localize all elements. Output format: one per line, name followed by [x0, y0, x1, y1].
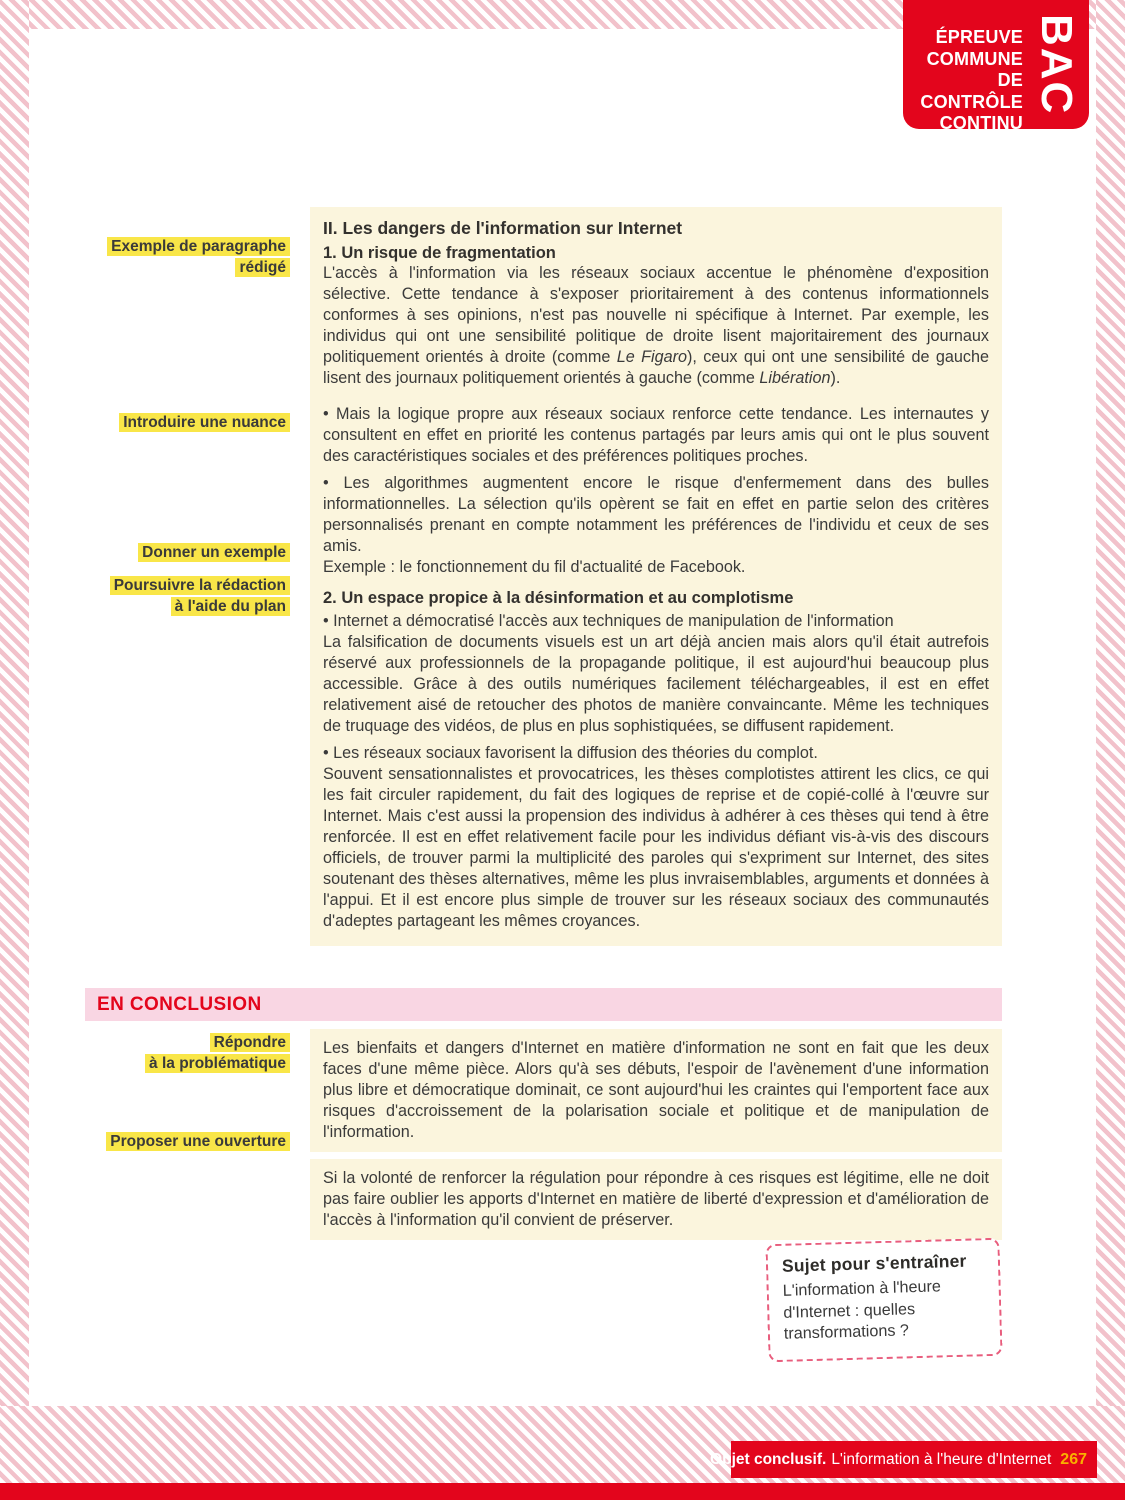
conclusion-opening-block: [310, 1159, 1002, 1240]
badge-line: COMMUNE: [926, 48, 1023, 69]
margin-note-answer-problem: [55, 1032, 290, 1074]
conclusion-paragraph-2: Si la volonté de renforcer la régulation pour répondre à ces risques est légitime, elle ne doit pas faire oublier les apports d'Internet en matière de liberté d'expression et d'amélioration de l'accès à l'information qu'il convient de préserver.: [323, 1169, 989, 1229]
margin-note-line: Proposer une ouverture: [106, 1132, 290, 1151]
margin-note-nuance: [55, 412, 290, 433]
bac-vertical-label: BAC: [1032, 13, 1081, 116]
margin-note-line: à la problématique: [145, 1054, 290, 1073]
margin-note-example: [55, 542, 290, 563]
bullet-social-networks: • Mais la logique propre aux réseaux sociaux renforce cette tendance. Les internautes y consultent en effet en priorité les contenus partagés par leurs amis qui ont le plus souvent des caractéristiques sociales et des préférences politiques proches.: [323, 405, 989, 465]
margin-note-example-paragraph: [55, 236, 290, 278]
bullet-algorithms: • Les algorithmes augmentent encore le risque d'enfermement dans des bulles informationnelles. La sélection qu'ils opèrent se fait en effet en partie selon des critères personnalisés prenant en compte notamment les préférences de l'individu et ceux de ses amis.: [323, 474, 989, 555]
margin-note-continue-plan: [55, 575, 290, 617]
bac-exam-badge: [903, 0, 1089, 133]
conclusion-answer-block: [310, 1029, 1002, 1152]
exam-type-text: [903, 27, 1023, 135]
margin-note-line: Exemple de paragraphe: [107, 237, 290, 256]
practice-box-title: Sujet pour s'entraîner: [781, 1250, 967, 1276]
bottom-red-strip: [0, 1483, 1125, 1500]
badge-line: ÉPREUVE: [935, 27, 1023, 47]
paragraph-conspiracy: Souvent sensationnalistes et provocatrices, les thèses complotistes attirent les clics, ce qui les fait circuler rapidement, du fait des logiques de reprise et de copié-collé à l'œuvre sur Internet. Mais c'est aussi la propension des individus à adhérer à ces thèses qui tend à être renforcée. Il est en effet relativement facile pour les individus défiant vis-à-vis des discours officiels, de trouver parmi la multiplicité des paroles qui s'expriment sur Internet, des sites soutenant des thèses alternatives, même les plus invraisemblables, arguments et données à l'appui. Et il est encore plus simple de trouver sur les réseaux sociaux des communautés d'adeptes partageant les mêmes croyances.: [323, 765, 989, 930]
margin-note-line: Poursuivre la rédaction: [110, 576, 290, 595]
example-facebook: Exemple : le fonctionnement du fil d'actualité de Facebook.: [323, 558, 746, 576]
hatched-border-left: [0, 0, 29, 1500]
margin-note-line: Répondre: [210, 1033, 290, 1052]
practice-subject-box: [765, 1238, 1002, 1362]
subsection-2-heading: 2. Un espace propice à la désinformation et au complotisme: [323, 589, 794, 607]
worked-example-block: [310, 207, 1002, 946]
paragraph-exposition-selective: L'accès à l'information via les réseaux sociaux accentue le phénomène d'exposition sélective. Cette tendance à s'exposer prioritairement à des contenus informationnels conformes à ses opinions, n'est pas nouvelle ni spécifique à Internet. Par exemple, les individus qui ont une sensibilité politique de droite lisent majoritairement des journaux politiquement orientés à droite (comme Le Figaro), ceux qui ont une sensibilité de gauche lisent des journaux politiquement orientés à gauche (comme Libération).: [323, 264, 989, 387]
badge-line: CONTINU: [939, 113, 1023, 133]
margin-note-line: à l'aide du plan: [171, 597, 290, 616]
badge-line: DE CONTRÔLE: [920, 70, 1023, 112]
margin-note-line: Donner un exemple: [138, 543, 290, 562]
margin-note-line: Introduire une nuance: [119, 413, 290, 432]
page-number: 267: [1060, 1450, 1087, 1468]
footer-chapter-bar: [710, 1441, 1097, 1478]
bullet-democratised-manipulation: • Internet a démocratisé l'accès aux techniques de manipulation de l'information: [323, 612, 894, 630]
footer-chapter-type: Objet conclusif.: [710, 1450, 827, 1468]
subsection-1-heading: 1. Un risque de fragmentation: [323, 244, 556, 262]
conclusion-heading: EN CONCLUSION: [97, 993, 262, 1015]
margin-note-line: rédigé: [235, 258, 290, 277]
conclusion-band: [85, 988, 1002, 1021]
footer-chapter-title: L'information à l'heure d'Internet: [831, 1450, 1052, 1468]
practice-box-text: L'information à l'heure d'Internet : quelles transformations ?: [782, 1277, 942, 1343]
bullet-conspiracy-theories: • Les réseaux sociaux favorisent la diffusion des théories du complot.: [323, 744, 818, 762]
conclusion-paragraph-1: Les bienfaits et dangers d'Internet en matière d'information ne sont en fait que les deux faces d'une même pièce. Alors qu'à ses débuts, l'espoir de l'avènement d'une information plus libre et démocratique dominait, ce sont aujourd'hui les craintes qui l'emportent face aux risques d'accroissement de la polarisation sociale et politique et de manipulation de l'information.: [323, 1039, 989, 1141]
paragraph-falsification: La falsification de documents visuels est un art déjà ancien mais alors qu'il était autrefois réservé aux professionnels de la propagande politique, il est aujourd'hui beaucoup plus accessible. Grâce à des outils numériques facilement téléchargeables, il est en effet relativement aisé de retoucher des photos de manière convaincante. Même les techniques de truquage des vidéos, de plus en plus sophistiquées, se diffusent rapidement.: [323, 633, 989, 735]
section-title: II. Les dangers de l'information sur Internet: [323, 218, 683, 238]
margin-note-opening: [55, 1131, 290, 1152]
conclusion-section: [310, 1029, 1002, 1240]
hatched-border-right: [1096, 0, 1125, 1500]
